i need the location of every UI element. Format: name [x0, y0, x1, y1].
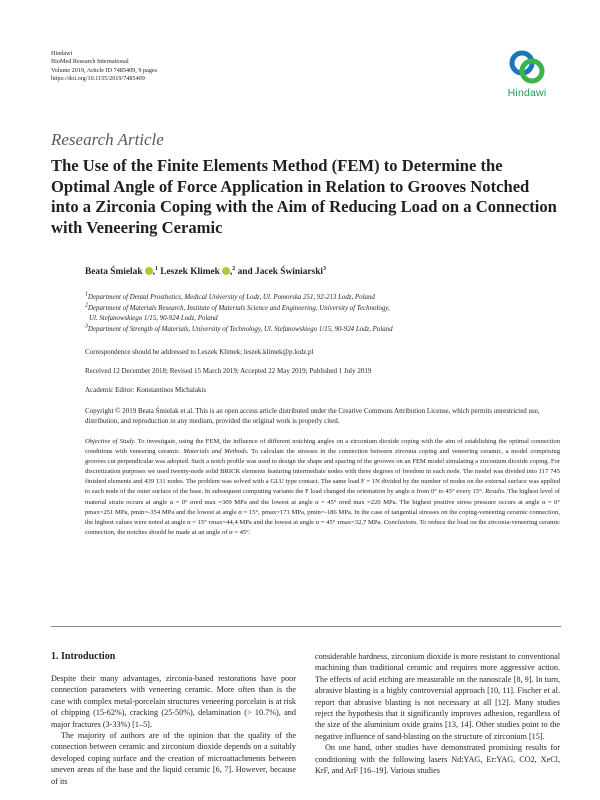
section-heading: 1. Introduction [51, 651, 116, 662]
body-column-right [315, 651, 560, 776]
article-type: Research Article [51, 130, 164, 149]
paragraph: On one hand, other studies have demonstrated promising results for conditioning with the following lasers Nd:YAG, Er:YAG, CO2, XeCl, KrF, and ArF [16–19]. Various studies [315, 743, 560, 776]
affiliation-item: $^1$Department of Dental Prosthetics, Medical University of Lodz, Ul. Pomorska 251, 92-213 Lodz, Poland [85, 291, 375, 301]
abstract-label: Materials and Methods. [183, 448, 249, 456]
paragraph: Despite their many advantages, zirconia-based restorations have poor connection parameters with veneering ceramic. More often than is the case with complex metal-porcelain structures veneering porcelain is at risk of chipping (15-62%), cracking (25-50%), delamination (> 10.7%), and major fractures (3-33%) [1–5]. [51, 674, 296, 729]
journal-header [51, 50, 157, 84]
body-column-left [51, 673, 296, 787]
abstract-label: Objective of Study. [85, 438, 136, 445]
affiliation-item: $^2$Department of Materials Research, Institute of Materials Science and Engineering, University of Technology, Ul. Stefanowskiego 1/15, 90-924 Lodz, Poland [85, 302, 390, 322]
abstract: Objective of Study. To investigate, using the FEM, the influence of different notching angles on a zirconium dioxide coping with the aim of establishing the optimal connection conditions with veneering ceramic. Materials and Methods. To calculate the stresses in the connection between zirconia coping and veneering ceramic, a model comprising grooves cut perpendicular was adopted. Such a notch profile was used to design the shape and spacing of the grooves on an FEM model simulating a zirconium dioxide coping. For discretization purposes we used twenty-node solid BRICK elements featuring intermediate nodes with three degrees of freedom in each node. The model was divided into 117 745 finished elements and 439 131 nodes. The problem was solved with a GLU type contact. The same load F = 1N divided by the number of nodes on the external surface was applied to each node of the outer surface of the base. In subsequent computing variants the F load changed the orientation by angle α from 0° to 45° every 15°. Results. The highest level of material strain occurs at angle α = 0° σred max =309 MPa and the lowest at angle α = 45° σred max =220 MPa. The highest positive stress pressure occurs at angle α = 0° pmax=251 MPa, pmin=-354 MPa and the lowest at angle α = 15°, pmax=171 MPa, pmin=-186 MPa. In the case of tangential stresses on the coping-veneering ceramic connection, the highest values were noted at angle α = 15° τmax=44,4 MPa and the lowest at angle α = 45° τmax=32,7 MPa. Conclusions. To reduce the load on the zirconia-veneering ceramic connection, the notches should be made at an angle of α = 45°. [85, 438, 561, 536]
section-divider [51, 626, 561, 627]
orcid-icon[interactable] [222, 267, 230, 275]
author-affiliation-mark: 2 [232, 265, 236, 272]
article-title: The Use of the Finite Elements Method (FEM) to Determine the Optimal Angle of Force Application in Relation to Grooves Notched into a Zirconia Coping with the Aim of Reducing Load on a Connection with Veneering Ceramic [51, 156, 557, 237]
affiliations [85, 293, 555, 335]
publication-dates: Received 12 December 2018; Revised 15 March 2019; Accepted 22 May 2019; Published 1 July 2019 [85, 367, 372, 375]
abstract-label: Results. [485, 488, 506, 496]
orcid-icon[interactable] [145, 267, 153, 275]
journal-name: BioMed Research International [51, 58, 129, 66]
abstract-label: Conclusions. [383, 518, 419, 526]
author-affiliation-mark: 1 [154, 265, 158, 272]
hindawi-logo-icon [508, 48, 546, 86]
author-list: Beata Śmielak ,$^1$ Leszek Klimek ,$^2$ and Jacek Świniarski$^3$ [85, 265, 327, 277]
publisher-name: Hindawi [51, 50, 73, 57]
hindawi-logo-text: Hindawi [507, 87, 547, 99]
volume-info: Volume 2019, Article ID 7485409, 9 pages [51, 66, 158, 74]
copyright-notice: Copyright © 2019 Beata Śmielak et al. This is an open access article distributed under the Creative Commons Attribution License, which permits unrestricted use, distribution, and reproduction in any medium, provided the original work is properly cited. [85, 407, 540, 426]
author-name[interactable]: Jacek Świniarski [255, 267, 324, 277]
affiliation-item: $^3$Department of Strength of Materials, University of Technology, Ul. Stefanowskiego 1/15, 90-924 Lodz, Poland [85, 323, 393, 333]
author-name[interactable]: Leszek Klimek [160, 267, 220, 277]
paragraph: considerable hardness, zirconium dioxide is more resistant to conventional machining than traditional ceramic and requires more aggressive action. The effects of acid etching are measurable on the nanoscale [8, 9]. In turn, abrasive blasting is a highly controversial approach [10, 11]. Fischer et al. report that abrasive blasting is not necessary at all [12]. Many studies reject the hypothesis that it significantly improves adhesion, regardless of the size of the aluminium oxide grains [13, 14]. Other studies point to the negative influence of sand-blasting on the structure of zirconium [15]. [315, 652, 560, 741]
correspondence: Correspondence should be addressed to Leszek Klimek; leszek.klimek@p.lodz.pl [85, 348, 314, 356]
academic-editor: Academic Editor: Konstantinos Michalakis [85, 386, 207, 394]
hindawi-logo [497, 48, 557, 106]
doi-link[interactable]: https://doi.org/10.1155/2019/7485409 [51, 75, 145, 83]
author-affiliation-mark: 3 [323, 265, 327, 272]
author-name[interactable]: Beata Śmielak [85, 267, 143, 277]
paragraph: The majority of authors are of the opinion that the quality of the connection between ceramic and zirconium dioxide depends on a suitably developed coping surface and the creation of microattachments between uneven areas of the base and the liquid ceramic [6, 7]. However, because of its [51, 731, 296, 786]
